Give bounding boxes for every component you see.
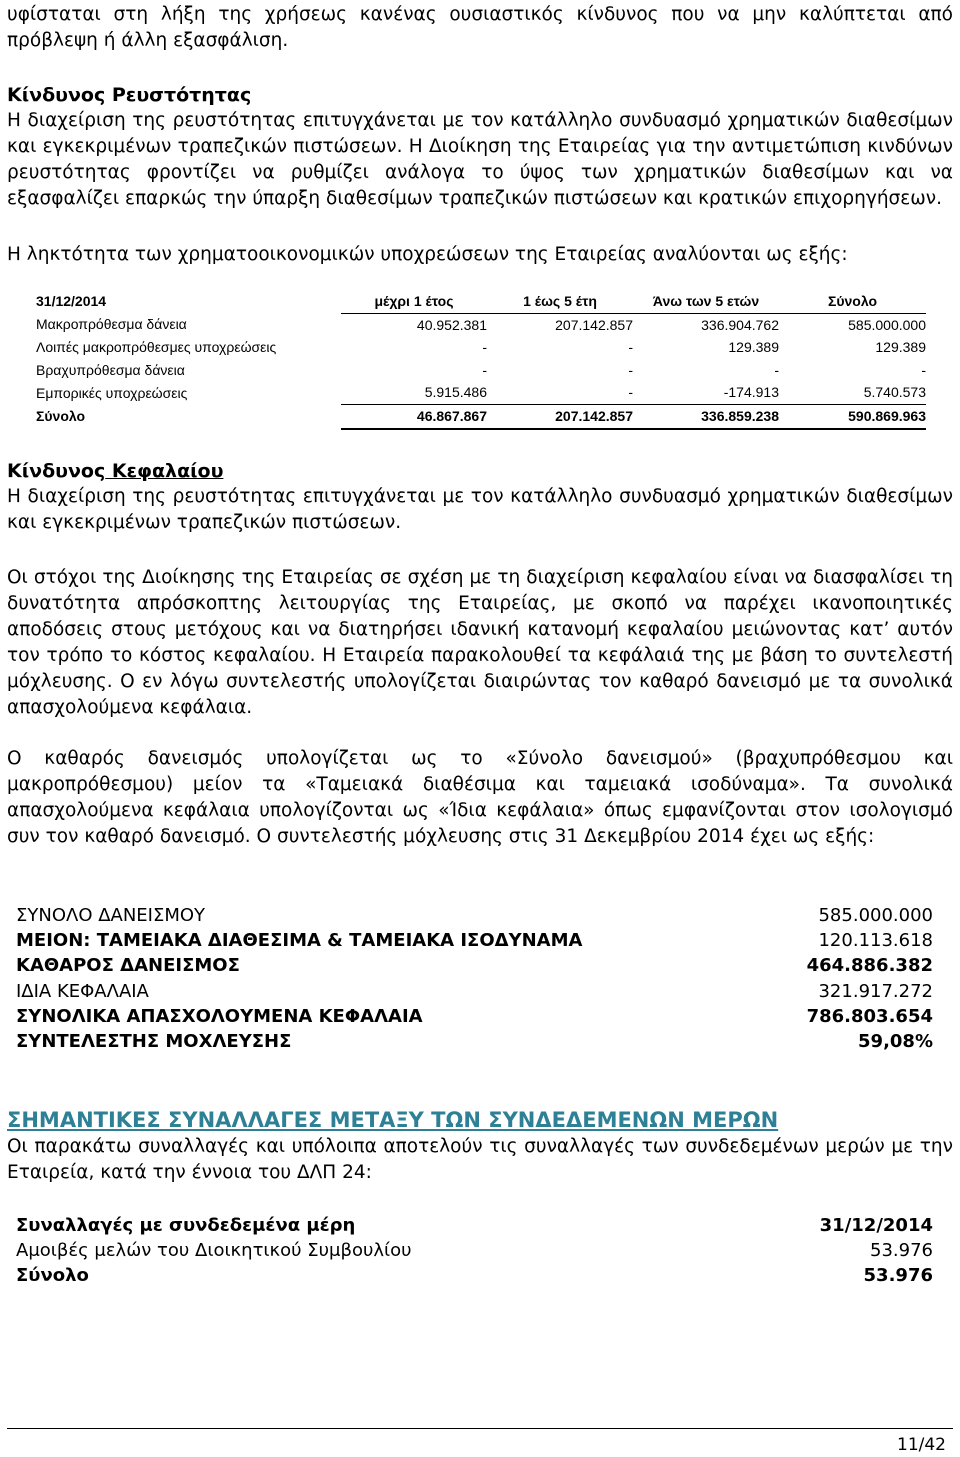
- related-total-row: [16, 1263, 933, 1288]
- maturity-intro-text: Η ληκτότητα των χρηματοοικονομικών υποχρεώσεων της Εταιρείας αναλύονται ως εξής:: [7, 244, 848, 265]
- net-debt-block: [7, 746, 953, 850]
- related-total-label: Σύνολο: [16, 1265, 89, 1286]
- cell: 40.952.381: [416, 316, 487, 333]
- header-over-5-years: Άνω των 5 ετών: [633, 290, 779, 313]
- capital-risk-paragraph-3: Ο καθαρός δανεισμός υπολογίζεται ως το «Σύνολο δανεισμού» (βραχυπρόθεσμου και μακροπρόθεσμου) μείον τα «Ταμειακά διαθέσιμα και ταμειακά ισοδύναμα». Τα συνολικά απασχολούμενα κεφάλαια υπολογίζονται ως «Ίδια κεφάλαια» όπως εμφανίζονται στον ισολογισμό συν τον καθαρό δανεισμό. Ο συντελεστής μόχλευσης στις 31 Δεκεμβρίου 2014 έχει ως εξής:: [7, 748, 953, 847]
- related-parties-paragraph: Οι παρακάτω συναλλαγές και υπόλοιπα αποτελούν τις συναλλαγές των συνδεδεμένων μερών με την Εταιρεία, κατά την έννοια του ΔΛΠ 24:: [7, 1136, 953, 1183]
- table-row: [36, 359, 926, 382]
- row-label: Βραχυπρόθεσμα δάνεια: [36, 361, 185, 378]
- leverage-value: 585.000.000: [818, 905, 933, 926]
- leverage-label: ΚΑΘΑΡΟΣ ΔΑΝΕΙΣΜΟΣ: [16, 955, 240, 976]
- leverage-label: ΜΕΙΟΝ: ΤΑΜΕΙΑΚΑ ΔΙΑΘΕΣΙΜΑ & ΤΑΜΕΙΑΚΑ ΙΣΟΔΥΝΑΜΑ: [16, 930, 583, 951]
- capital-risk-title-a: Κίνδυνος: [7, 460, 106, 482]
- leverage-row: [16, 953, 933, 978]
- cell: 129.389: [728, 339, 779, 356]
- leverage-value: 321.917.272: [818, 981, 933, 1002]
- leverage-label: ΣΥΝΟΛΟ ΔΑΝΕΙΣΜΟΥ: [16, 905, 206, 926]
- cell: -: [628, 384, 633, 401]
- intro-paragraph: υφίσταται στη λήξη της χρήσεως κανένας ουσιαστικός κίνδυνος που να μην καλύπτεται από πρόβλεψη ή άλλη εξασφάλιση.: [7, 4, 953, 51]
- maturity-table-header: [36, 290, 926, 313]
- cell: -: [628, 339, 633, 356]
- intro-block: [7, 2, 953, 54]
- leverage-value: 59,08%: [858, 1031, 933, 1052]
- cell: -: [774, 361, 779, 378]
- leverage-value: 464.886.382: [806, 955, 933, 976]
- header-total: Σύνολο: [779, 290, 926, 313]
- cell: 336.904.762: [701, 316, 779, 333]
- cell: 129.389: [875, 339, 926, 356]
- capital-risk-title: [7, 458, 953, 484]
- related-row-label: Αμοιβές μελών του Διοικητικού Συμβουλίου: [16, 1240, 412, 1261]
- liquidity-risk-section: [7, 82, 953, 212]
- capital-goals-block: [7, 565, 953, 721]
- leverage-label: ΣΥΝΤΕΛΕΣΤΗΣ ΜΟΧΛΕΥΣΗΣ: [16, 1031, 292, 1052]
- maturity-table: [36, 290, 926, 430]
- leverage-row: [16, 1029, 933, 1054]
- related-header-date: 31/12/2014: [819, 1215, 933, 1236]
- leverage-row: [16, 1004, 933, 1029]
- capital-risk-paragraph-1: Η διαχείριση της ρευστότητας επιτυγχάνεται με τον κατάλληλο συνδυασμό χρηματικών διαθεσίμων και εγκεκριμένων τραπεζικών πιστώσεων.: [7, 486, 953, 533]
- total-cell: 590.869.963: [779, 404, 926, 428]
- leverage-value: 120.113.618: [818, 930, 933, 951]
- footer-divider: [7, 1428, 953, 1429]
- cell: 585.000.000: [848, 316, 926, 333]
- related-header-label: Συναλλαγές με συνδεδεμένα μέρη: [16, 1215, 356, 1236]
- related-total-value: 53.976: [863, 1265, 933, 1286]
- leverage-row: [16, 928, 933, 953]
- table-row: [36, 381, 926, 404]
- capital-risk-paragraph-2: Οι στόχοι της Διοίκησης της Εταιρείας σε σχέση με τη διαχείριση κεφαλαίου είναι να διασφαλίσει τη δυνατότητα απρόσκοπτης λειτουργίας της Εταιρείας, με σκοπό να παρέχει ικανοποιητικές αποδόσεις στους μετόχους και να διατηρήσει ιδανική κατανομή κεφαλαίου μειώνοντας κατ’ αυτόν τον τρόπο το κόστος κεφαλαίου. Η Εταιρεία παρακολουθεί τα κεφάλαιά της με βάση το συντελεστή μόχλευσης. Ο εν λόγω συντελεστής υπολογίζεται διαιρώντας τον καθαρό δανεισμό με τα συνολικά απασχολούμενα κεφάλαια.: [7, 567, 953, 718]
- cell: -: [921, 361, 926, 378]
- cell: -174.913: [723, 384, 779, 401]
- header-up-to-1-year: μέχρι 1 έτος: [341, 290, 487, 313]
- cell: 5.915.486: [424, 384, 487, 401]
- total-cell: 336.859.238: [633, 404, 779, 428]
- maturity-intro-block: [7, 242, 953, 268]
- header-date: 31/12/2014: [36, 293, 107, 310]
- header-1-to-5-years: 1 έως 5 έτη: [487, 290, 633, 313]
- leverage-value: 786.803.654: [806, 1006, 933, 1027]
- total-label: Σύνολο: [36, 408, 86, 425]
- leverage-row: [16, 903, 933, 928]
- related-row-value: 53.976: [870, 1240, 933, 1261]
- cell: 207.142.857: [555, 316, 633, 333]
- capital-risk-title-b: Κεφαλαίου: [105, 460, 224, 482]
- related-header-row: [16, 1213, 933, 1238]
- related-row: [16, 1238, 933, 1263]
- leverage-label: ΙΔΙΑ ΚΕΦΑΛΑΙΑ: [16, 981, 149, 1002]
- cell: -: [482, 361, 487, 378]
- table-row: [36, 313, 926, 336]
- row-label: Εμπορικές υποχρεώσεις: [36, 384, 188, 401]
- table-row: [36, 336, 926, 359]
- total-cell: 46.867.867: [341, 404, 487, 428]
- capital-risk-section: [7, 458, 953, 536]
- cell: -: [482, 339, 487, 356]
- total-cell: 207.142.857: [487, 404, 633, 428]
- liquidity-risk-paragraph: Η διαχείριση της ρευστότητας επιτυγχάνεται με τον κατάλληλο συνδυασμό χρηματικών διαθεσίμων και εγκεκριμένων τραπεζικών πιστώσεων. Η Διοίκηση της Εταιρείας για την αντιμετώπιση κινδύνων ρευστότητας φροντίζει να ρυθμίζει ανάλογα το ύψος των χρηματικών διαθεσίμων και να εξασφαλίζει επαρκώς την ύπαρξη διαθεσίμων τραπεζικών πιστώσεων και κρατικών επιχορηγήσεων.: [7, 110, 953, 209]
- page-number: 11/42: [897, 1435, 946, 1455]
- leverage-row: [16, 979, 933, 1004]
- table-total-row: [36, 404, 926, 428]
- cell: -: [628, 361, 633, 378]
- leverage-label: ΣΥΝΟΛΙΚΑ ΑΠΑΣΧΟΛΟΥΜΕΝΑ ΚΕΦΑΛΑΙΑ: [16, 1006, 423, 1027]
- row-label: Λοιπές μακροπρόθεσμες υποχρεώσεις: [36, 339, 277, 356]
- liquidity-risk-title: Κίνδυνος Ρευστότητας: [7, 84, 252, 106]
- cell: 5.740.573: [863, 384, 926, 401]
- related-parties-section: [7, 1106, 953, 1186]
- related-parties-title: ΣΗΜΑΝΤΙΚΕΣ ΣΥΝΑΛΛΑΓΕΣ ΜΕΤΑΞΥ ΤΩΝ ΣΥΝΔΕΔΕΜΕΝΩΝ ΜΕΡΩΝ: [7, 1108, 779, 1132]
- row-label: Μακροπρόθεσμα δάνεια: [36, 316, 187, 333]
